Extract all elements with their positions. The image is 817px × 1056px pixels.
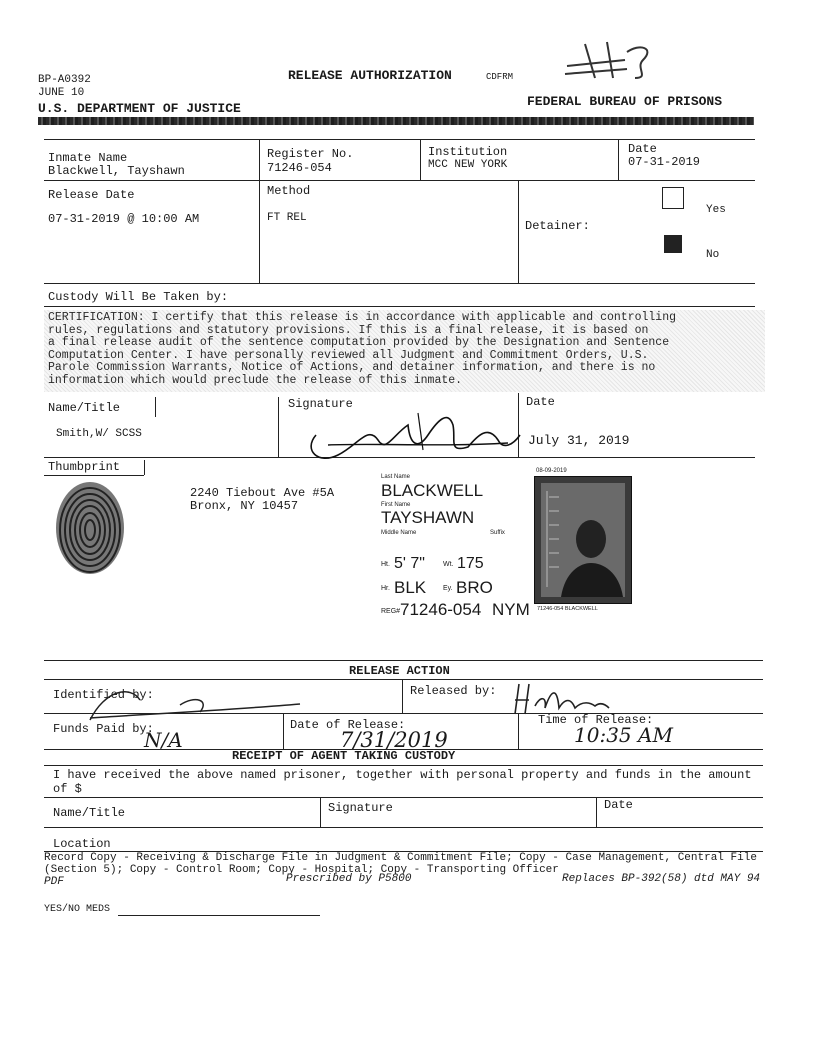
custody-label: Custody Will Be Taken by: (48, 290, 229, 304)
eye-label: Ey. (443, 585, 453, 592)
bureau-name: FEDERAL BUREAU OF PRISONS (527, 94, 723, 109)
detainer-no-checkbox[interactable] (664, 235, 682, 253)
weight-value: 175 (457, 555, 484, 572)
date-of-release-label: Date of Release: (290, 718, 406, 732)
signoff-date-label: Date (526, 395, 555, 409)
signoff-name-title: Smith,W/ SCSS (56, 428, 142, 440)
receipt-title: RECEIPT OF AGENT TAKING CUSTODY (232, 749, 456, 763)
released-by-signature (505, 678, 615, 718)
footer-replaces: Replaces BP-392(58) dtd MAY 94 (562, 873, 761, 885)
time-of-release-label: Time of Release: (538, 713, 654, 727)
table-col-rule (518, 180, 519, 283)
form-date: JUNE 10 (38, 87, 85, 99)
date-of-release-value: 7/31/2019 (340, 728, 448, 752)
identified-signature (60, 680, 310, 725)
handwritten-number-mark (555, 38, 665, 83)
detainer-yes-label: Yes (706, 204, 726, 216)
receipt-text: I have received the above named prisoner, together with personal property and funds in the amount (53, 768, 752, 782)
release-action-rule (518, 713, 519, 749)
receipt-date-label: Date (604, 798, 633, 812)
hair-value: BLK (394, 578, 427, 597)
register-label: Register No. (267, 147, 354, 161)
height-label: Ht. (381, 561, 390, 568)
custody-rule (44, 306, 755, 307)
inmate-name-label: Inmate Name (48, 151, 128, 165)
address-line1: 2240 Tiebout Ave #5A (190, 486, 335, 500)
table-col-rule (420, 139, 421, 180)
receipt-location-label: Location (53, 837, 111, 851)
last-name-label: Last Name (381, 474, 411, 480)
institution-label: Institution (428, 145, 508, 159)
receipt-amount-label: of $ (53, 782, 82, 796)
header-band (38, 117, 754, 125)
method-label: Method (267, 184, 311, 198)
signoff-rule (278, 397, 279, 457)
release-date-value: 07-31-2019 @ 10:00 AM (48, 212, 200, 226)
receipt-rule (44, 765, 763, 766)
detainer-yes-checkbox[interactable] (662, 187, 684, 209)
signoff-rule (155, 397, 156, 417)
time-of-release-value: 10:35 AM (574, 723, 673, 747)
meds-label: YES/NO MEDS (44, 904, 111, 915)
release-action-title: RELEASE ACTION (349, 664, 450, 678)
method-value: FT REL (267, 212, 307, 224)
department-name: U.S. DEPARTMENT OF JUSTICE (38, 101, 241, 116)
hair-label: Hr. (381, 585, 390, 592)
receipt-rule (44, 827, 763, 828)
release-action-rule (402, 679, 403, 713)
reg-value: 71246-054 (400, 600, 482, 619)
thumbprint-image (52, 480, 128, 576)
form-id: BP-A0392 (38, 74, 91, 86)
table-row-rule (44, 283, 755, 284)
inmate-photo (534, 476, 632, 604)
receipt-name-title-label: Name/Title (53, 806, 126, 820)
height-value: 5' 7" (394, 555, 425, 572)
inmate-name: Blackwell, Tayshawn (48, 164, 185, 178)
table-top-rule (44, 139, 755, 140)
reg-label: REG# (381, 608, 401, 615)
footer-pdf: PDF (44, 876, 64, 888)
receipt-rule (320, 797, 321, 827)
weight-label: Wt. (443, 561, 454, 568)
thumbprint-rule (44, 475, 144, 476)
receipt-signature-label: Signature (328, 801, 393, 815)
form-title: RELEASE AUTHORIZATION (288, 68, 452, 83)
photo-date: 08-09-2019 (536, 468, 567, 474)
first-name: TAYSHAWN (381, 508, 475, 527)
footer-prescribed: Prescribed by P5800 (286, 873, 412, 885)
signoff-signature-label: Signature (288, 397, 353, 411)
meds-line (118, 915, 320, 916)
photo-caption: 71246-054 BLACKWELL (537, 606, 598, 612)
detainer-label: Detainer: (525, 219, 590, 233)
reg-suffix: NYM (492, 600, 530, 619)
address-line2: Bronx, NY 10457 (190, 499, 299, 513)
receipt-rule (44, 797, 763, 798)
release-date-label: Release Date (48, 188, 135, 202)
release-action-rule (283, 713, 284, 749)
funds-paid-value: N/A (144, 728, 183, 752)
receipt-rule (596, 797, 597, 827)
table-row-rule (44, 180, 755, 181)
table-col-rule (618, 139, 619, 180)
date-value: 07-31-2019 (628, 155, 701, 169)
officer-signature (298, 405, 528, 470)
footer-distribution-2: (Section 5); Copy - Control Room; Copy - Hospital; Copy - Transporting Officer (44, 864, 559, 876)
detainer-no-label: No (706, 249, 720, 261)
thumbprint-rule (144, 460, 145, 475)
released-by-label: Released by: (410, 684, 497, 698)
last-name: BLACKWELL (381, 481, 484, 500)
signoff-date: July 31, 2019 (528, 433, 630, 448)
footer-distribution: Record Copy - Receiving & Discharge File in Judgment & Commitment File; Copy - Case Management, Central File (44, 852, 757, 864)
identified-label: Identified by: (53, 688, 154, 702)
middle-name-label: Middle Name (381, 530, 417, 536)
date-label: Date (628, 142, 657, 156)
form-title-code: CDFRM (486, 72, 514, 82)
certification-text: CERTIFICATION: I certify that this release is in accordance with applicable and controlling rules, regulations and statutory provisions. If this is a final release, it is based on a final release audit of the sentence computation provided by the Designation and Sentence Computation Center. I have personally reviewed all Judgment and Commitment Orders, U.S. Parole Commission Warrants, Notice of Actions, and detainer information, and there is no information which would preclude the release of this inmate. (48, 311, 677, 387)
table-col-rule (259, 139, 260, 283)
inmate-photo-image (535, 477, 631, 603)
institution-name: MCC NEW YORK (428, 159, 508, 171)
register-number: 71246-054 (267, 161, 332, 175)
signoff-name-title-label: Name/Title (48, 401, 121, 415)
eye-value: BRO (456, 578, 493, 597)
suffix-label: Suffix (490, 530, 505, 536)
first-name-label: First Name (381, 502, 411, 508)
thumbprint-label: Thumbprint (48, 460, 121, 474)
release-action-top-rule (44, 660, 763, 661)
funds-paid-label: Funds Paid by: (53, 722, 154, 736)
